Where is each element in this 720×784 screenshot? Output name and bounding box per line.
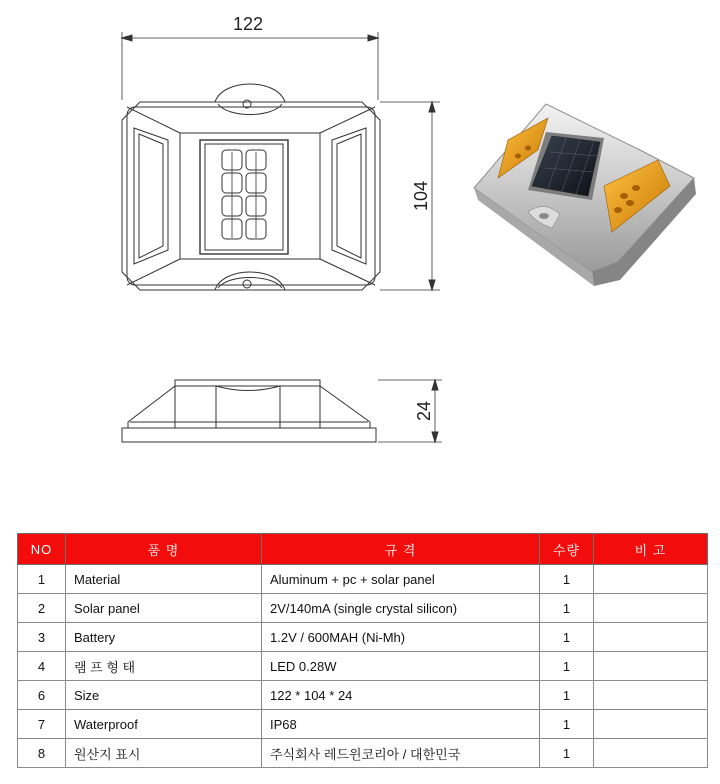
row-item: Waterproof: [66, 710, 262, 739]
row-no: 6: [18, 681, 66, 710]
row-note: [594, 623, 708, 652]
table-row: [18, 652, 708, 681]
row-note: [594, 565, 708, 594]
row-qty: 1: [540, 565, 594, 594]
product-photo: [474, 104, 696, 286]
row-spec: LED 0.28W: [262, 652, 540, 681]
row-spec: 주식회사 레드윈코리아 / 대한민국: [262, 739, 540, 768]
header-note: 비 고: [594, 534, 708, 565]
height-dimension-label: 24: [414, 400, 434, 422]
row-qty: 1: [540, 681, 594, 710]
row-spec: IP68: [262, 710, 540, 739]
row-note: [594, 739, 708, 768]
row-item: Size: [66, 681, 262, 710]
row-spec: 122 * 104 * 24: [262, 681, 540, 710]
row-spec: Aluminum + pc + solar panel: [262, 565, 540, 594]
row-item: 원산지 표시: [66, 739, 262, 768]
row-no: 4: [18, 652, 66, 681]
row-spec: 1.2V / 600MAH (Ni-Mh): [262, 623, 540, 652]
row-no: 3: [18, 623, 66, 652]
row-qty: 1: [540, 652, 594, 681]
row-no: 8: [18, 739, 66, 768]
row-qty: 1: [540, 739, 594, 768]
table-row: [18, 565, 708, 594]
row-qty: 1: [540, 623, 594, 652]
depth-dimension-label: 104: [411, 180, 431, 212]
spec-table: [17, 533, 708, 768]
row-note: [594, 652, 708, 681]
table-row: [18, 681, 708, 710]
header-item: 품 명: [66, 534, 262, 565]
header-qty: 수량: [540, 534, 594, 565]
row-no: 1: [18, 565, 66, 594]
table-header-row: [18, 534, 708, 565]
row-item: Material: [66, 565, 262, 594]
width-dimension-label: 122: [232, 14, 264, 34]
row-item: Solar panel: [66, 594, 262, 623]
row-item: Battery: [66, 623, 262, 652]
row-spec: 2V/140mA (single crystal silicon): [262, 594, 540, 623]
table-row: [18, 739, 708, 768]
row-qty: 1: [540, 594, 594, 623]
header-spec: 규 격: [262, 534, 540, 565]
table-row: [18, 594, 708, 623]
header-no: NO: [18, 534, 66, 565]
row-note: [594, 710, 708, 739]
row-qty: 1: [540, 710, 594, 739]
row-no: 2: [18, 594, 66, 623]
row-note: [594, 594, 708, 623]
row-note: [594, 681, 708, 710]
table-row: [18, 623, 708, 652]
row-item: 램 프 형 태: [66, 652, 262, 681]
table-row: [18, 710, 708, 739]
row-no: 7: [18, 710, 66, 739]
